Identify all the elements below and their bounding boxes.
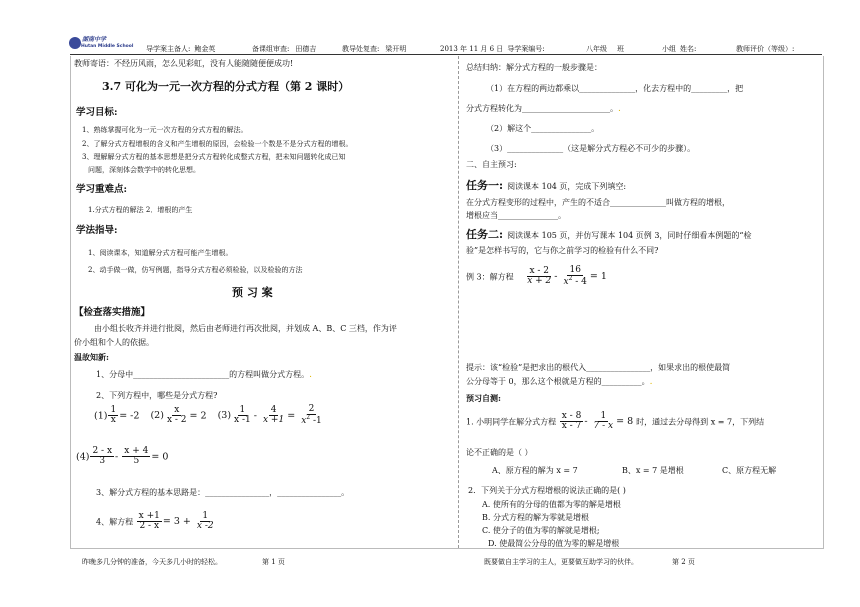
option-a: A. 使所有的分母的值都为零的解是增根	[482, 500, 621, 509]
task-1: 任务一: 阅读课本 104 页，完成下列填空:	[466, 179, 627, 192]
review-heading: 温故知新:	[74, 352, 109, 362]
logo-text: Hutan Middle School	[81, 44, 134, 49]
page-title: 3.7 可化为一元一次方程的分式方程（第 2 课时）	[102, 80, 350, 93]
page-number-1: 第 1 页	[262, 558, 285, 566]
step-1a: （1）在方程的两边都乘以______________，化去方程中的_________，把	[486, 84, 744, 93]
question-4: 4、解方程 $\frac{x +1}{2 - x}$ = 3 + $\frac{1}{x -2}$	[96, 511, 214, 532]
header-reviewer: 备课组审查: 田德吉	[252, 45, 317, 53]
header-group: 小组 姓名:	[662, 45, 697, 53]
question-1: 1、分母中________________________的方程叫做分式方程。.	[96, 370, 312, 380]
test-question-1: 1. 小明同学在解分式方程 $\frac{x - 8}{x - 7}$ - $\frac{1}{7 - x}$ = 8 时，通过去分母得到 x = 7，下列结	[466, 411, 765, 432]
option-b: B. 分式方程的解为零就是增根	[482, 513, 589, 522]
task-2-text: 验”是怎样书写的，它与你之前学习的检验有什么不同?	[466, 246, 659, 255]
header-writer: 导学案主备人: 鲍金英	[146, 45, 216, 53]
method-heading: 学法指导:	[76, 225, 118, 236]
summary-heading: 总结归纳：解分式方程的一般步骤是：	[466, 63, 602, 72]
task-2: 任务二: 阅读课本 105 页，并仿写课本 104 页例 3，同时仔细看本例题的“检	[466, 228, 752, 241]
option-a: A、原方程的解为 x = 7	[492, 466, 578, 475]
school-logo	[68, 34, 134, 52]
right-footer: 既要做自主学习的主人，更要做互助学习的伙伴。	[484, 558, 638, 566]
svg-text:湖南中学: 湖南中学	[82, 36, 107, 43]
option-b: B、x = 7 是增根	[622, 466, 684, 475]
check-heading: 【检查落实措施】	[74, 307, 151, 318]
key-heading: 学习重难点:	[76, 184, 128, 195]
method-item: 2、动手做一做，仿写例题，指导分式方程必须检验，以及检验的方法	[88, 266, 303, 274]
step-2: （2）解这个_______________。	[486, 124, 600, 133]
check-text: 价小组和个人的依据。	[74, 338, 154, 347]
question-2: 2、下列方程中，哪些是分式方程?	[96, 391, 218, 400]
step-3: （3）______________（这是解分式方程必不可少的步骤）。	[486, 144, 696, 153]
self-study-heading: 二、自主预习:	[466, 160, 517, 169]
hint: 提示：该“检验”是把求出的根代入________________，如果求出的根使最简	[466, 363, 731, 372]
question-3: 3、解分式方程的基本思路是：________________，________________。	[96, 488, 350, 497]
section-title: 预 习 案	[232, 286, 273, 299]
option-c: C、原方程无解	[722, 466, 777, 475]
goals-heading: 学习目标:	[76, 107, 118, 118]
header-eval: 教师评价（等级）:	[736, 45, 795, 53]
task-1-text: 在分式方程变形的过程中，产生的不适合______________叫做方程的增根，	[466, 198, 730, 207]
goal-item: 问题，深刻体会数学中的转化思想。	[88, 166, 200, 174]
goal-item: 3、理解解分式方程的基本思想是把分式方程转化成整式方程，把未知问题转化成已知	[82, 153, 346, 161]
header-approver: 教导处复查: 梁开明	[342, 45, 407, 53]
page-number-2: 第 2 页	[672, 558, 695, 566]
step-1b: 分式方程转化为______________________。.	[466, 104, 621, 114]
test-question-1b: 论不正确的是（ ）	[466, 448, 533, 457]
equation-row-1: (1) $\frac{1}{x}$ = -2 (2) $\frac{x}{x - 2}$ = 2 (3) $\frac{1}{x -1}$ - $\frac{4}{x +1}$ = $\frac{2}{x^2 -1}$	[94, 404, 322, 427]
left-footer: 昨晚多几分钟的准备，今天多几小时的轻松。	[82, 558, 222, 566]
example-3: 例 3：解方程 $\frac{x - 2}{x + 2}$ - $\frac{16}{x^2 - 4}$ = 1	[466, 265, 607, 288]
check-text: 由小组长收齐并进行批阅，然后由老师进行再次批阅，并划成 A、B、C 三档，作为评	[94, 324, 397, 333]
key-points: 1.分式方程的解法 2．增根的产生	[88, 206, 193, 214]
option-c: C. 使分子的值为零的解就是增根;	[482, 526, 600, 535]
goal-item: 2、了解分式方程增根的含义和产生增根的原因，会检验一个数是不是分式方程的增根。	[82, 140, 353, 148]
header-grade: 八年级 班	[586, 45, 624, 53]
option-d: D. 使最简公分母的值为零的解是增根	[488, 539, 620, 548]
test-question-2: 2．下列关于分式方程增根的说法正确的是( )	[468, 486, 626, 495]
task-1-text: 增根应当_______________。	[466, 211, 566, 220]
header-date: 2013 年 11 月 6 日 导学案编号:	[440, 45, 545, 53]
teacher-motto: 教师寄语：不经历风雨，怎么见彩虹，没有人能随随便便成功!	[74, 59, 294, 68]
hint: 公分母等于 0，那么这个根就是方程的__________。.	[466, 377, 653, 387]
method-item: 1、阅读课本，知道解分式方程可能产生增根。	[88, 249, 233, 257]
equation-row-2: (4) $\frac{2 - x}{3}$ - $\frac{x + 4}{5}$ = 0	[76, 446, 169, 467]
goal-item: 1、熟练掌握可化为一元一次方程的分式方程的解法。	[82, 126, 248, 134]
header-rule	[70, 54, 822, 55]
test-heading: 预习自测:	[466, 393, 501, 403]
